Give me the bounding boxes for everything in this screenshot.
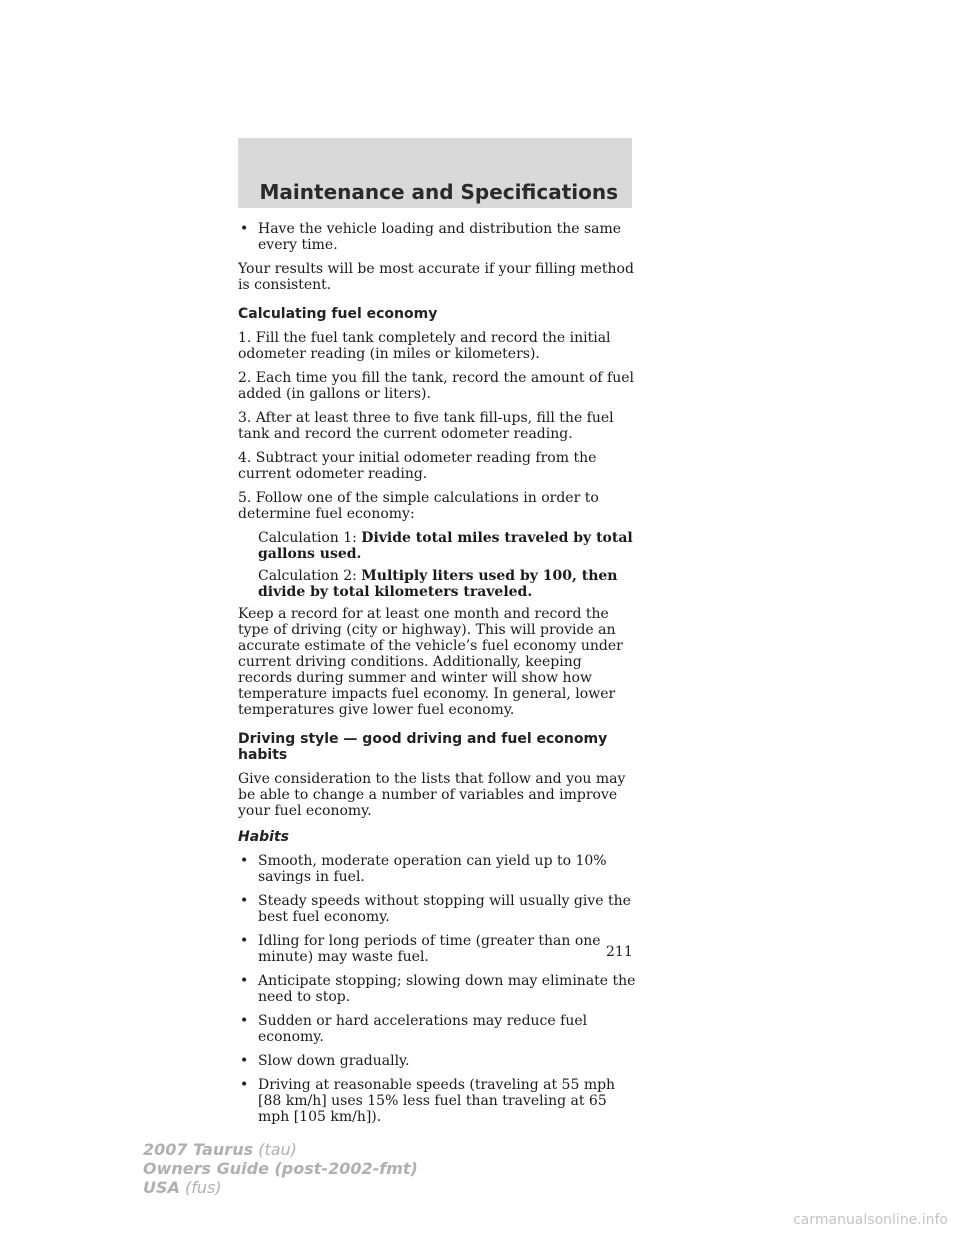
list-item <box>238 853 638 885</box>
bullet-icon: • <box>240 1053 249 1069</box>
list-item <box>238 893 638 925</box>
bullet-icon: • <box>240 933 249 949</box>
calculation-1-label: Calculation 1: <box>258 530 357 546</box>
calculation-1-text: Divide total miles traveled by total gallons used. <box>258 530 633 562</box>
calculation-2-label: Calculation 2: <box>258 568 357 584</box>
document-footer <box>143 1140 418 1197</box>
footer-market-code: (fus) <box>185 1178 222 1197</box>
habit-text: Idling for long periods of time (greater than one minute) may waste fuel. <box>258 933 601 965</box>
footer-guide: Owners Guide (post-2002-fmt) <box>143 1159 418 1178</box>
bullet-icon: • <box>240 1013 249 1029</box>
calculation-1 <box>238 530 638 562</box>
footer-model-code: (tau) <box>258 1140 297 1159</box>
watermark: carmanualsonline.info <box>793 1212 948 1228</box>
footer-line-1 <box>143 1140 418 1159</box>
section-title: Maintenance and Specifications <box>259 180 618 204</box>
habit-text: Slow down gradually. <box>258 1053 410 1069</box>
habit-text: Smooth, moderate operation can yield up to 10% savings in fuel. <box>258 853 607 885</box>
footer-line-2 <box>143 1159 418 1178</box>
section-header-band <box>238 138 632 208</box>
habit-text: Steady speeds without stopping will usually give the best fuel economy. <box>258 893 631 925</box>
habit-text: Sudden or hard accelerations may reduce fuel economy. <box>258 1013 588 1045</box>
intro-bullet-text: Have the vehicle loading and distribution the same every time. <box>258 221 622 253</box>
bullet-icon: • <box>240 853 249 869</box>
step-2: 2. Each time you fill the tank, record the amount of fuel added (in gallons or liters). <box>238 370 635 402</box>
driving-style-paragraph: Give consideration to the lists that follow and you may be able to change a number of variables and improve your fuel economy. <box>238 771 626 819</box>
step-4: 4. Subtract your initial odometer reading from the current odometer reading. <box>238 450 597 482</box>
habits-heading: Habits <box>238 829 290 845</box>
footer-market: USA <box>143 1178 180 1197</box>
bullet-icon: • <box>240 221 249 237</box>
record-paragraph: Keep a record for at least one month and record the type of driving (city or highway). This will provide an accurate estimate of the vehicle’s fuel economy under current driving conditions. Additionally, keeping records during summer and winter will show how temperature impacts fuel economy. In general, lower temperatures give lower fuel economy. <box>238 606 623 718</box>
calculating-heading: Calculating fuel economy <box>238 306 438 322</box>
step-3: 3. After at least three to five tank fill-ups, fill the fuel tank and record the current odometer reading. <box>238 410 614 442</box>
calculation-2 <box>238 568 638 600</box>
habit-text: Anticipate stopping; slowing down may eliminate the need to stop. <box>258 973 636 1005</box>
bullet-icon: • <box>240 1077 249 1093</box>
driving-style-heading: Driving style — good driving and fuel economy habits <box>238 731 608 763</box>
intro-bullet <box>238 221 638 253</box>
footer-line-3 <box>143 1178 418 1197</box>
step-1: 1. Fill the fuel tank completely and record the initial odometer reading (in miles or kilometers). <box>238 330 611 362</box>
list-item <box>238 1053 638 1069</box>
bullet-icon: • <box>240 893 249 909</box>
calculation-2-text: Multiply liters used by 100, then divide by total kilometers traveled. <box>258 568 618 600</box>
page-number: 211 <box>606 944 633 960</box>
list-item <box>238 1077 638 1125</box>
step-5: 5. Follow one of the simple calculations in order to determine fuel economy: <box>238 490 599 522</box>
footer-model: 2007 Taurus <box>143 1140 254 1159</box>
habit-text: Driving at reasonable speeds (traveling at 55 mph [88 km/h] uses 15% less fuel than traveling at 65 mph [105 km/h]). <box>258 1077 616 1125</box>
list-item <box>238 1013 638 1045</box>
bullet-icon: • <box>240 973 249 989</box>
list-item <box>238 933 638 965</box>
list-item <box>238 973 638 1005</box>
page-content <box>238 221 638 1133</box>
intro-paragraph: Your results will be most accurate if your filling method is consistent. <box>238 261 634 293</box>
